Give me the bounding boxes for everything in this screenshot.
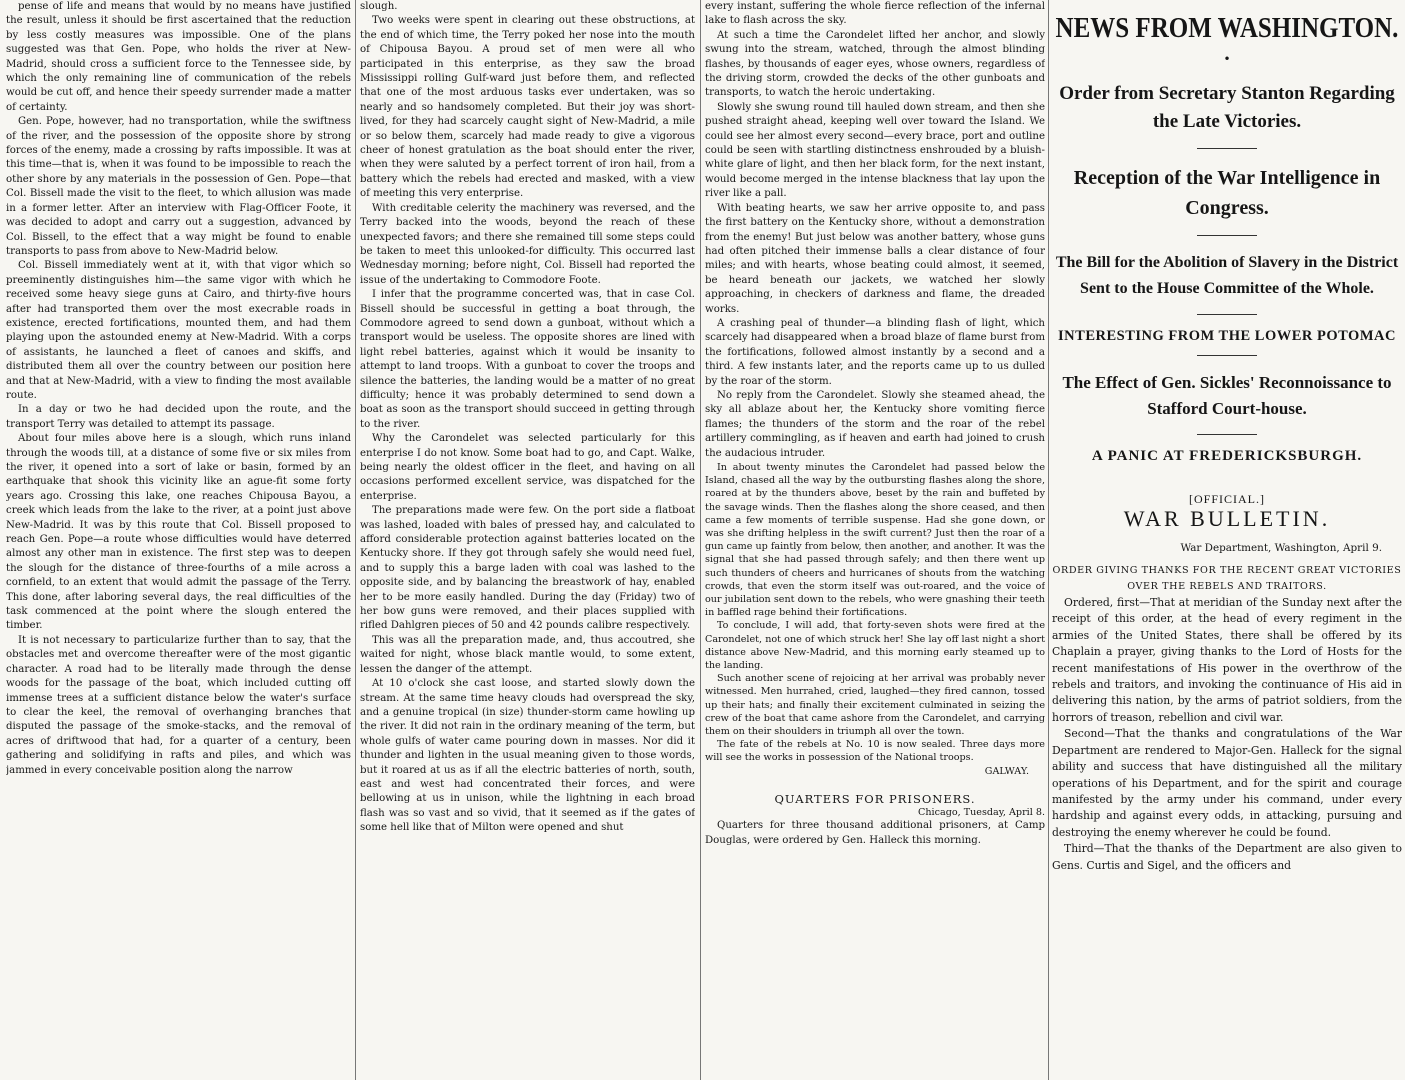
divider: [1197, 235, 1257, 236]
paragraph: Such another scene of rejoicing at her arrival was probably never witnessed. Men hurrahed, cried, laughed—they fired cannon, tossed up their hats; and finally their excitement culminated in seizing the crew of the boat that came ashore from the Carondelet, and carrying them on their shoulders in triumph all over the town.: [705, 673, 1045, 738]
paragraph: pense of life and means that would by no means have justified the result, unless it should be first ascertained that the reduction by less costly measures was impossible. One of the plans suggested was that Gen. Pope, who holds the river at New-Madrid, should cross a sufficient force to the Tennessee side, by which the only remaining line of communication of the rebels would be cut off, and hence their speedy surrender made a matter of certainty.: [6, 1, 351, 113]
paragraph: No reply from the Carondelet. Slowly she steamed ahead, the sky all ablaze about her, the Kentucky shore vomiting fierce flames; the thunders of the storm and the roar of the rebel artillery commingling, as if heaven and earth had joined to crush the audacious intruder.: [705, 389, 1045, 459]
order-title: ORDER GIVING THANKS FOR THE RECENT GREAT VICTORIES OVER THE REBELS AND TRAITORS.: [1052, 565, 1402, 593]
paragraph: The preparations made were few. On the port side a flatboat was lashed, loaded with bales of pressed hay, and calculated to afford considerable protection against batteries located on the Kentucky shore. If they got through safely she would need fuel, and to supply this a barge laden with coal was lashed to the opposite side, and by balancing the breastwork of hay, enabled her to be more easily handled. During the day (Friday) two of her bow guns were removed, and their places supplied with rifled Dahlgren pieces of 50 and 42 pounds calibre respectively.: [360, 505, 695, 632]
subheadline: The Effect of Gen. Sickles' Reconnoissance to Stafford Court-house.: [1062, 373, 1392, 419]
paragraph: slough.: [360, 1, 398, 12]
article-body: [1052, 595, 1402, 874]
subheadline: INTERESTING FROM THE LOWER POTOMAC: [1058, 328, 1396, 344]
column-2: [360, 0, 695, 1080]
paragraph: With creditable celerity the machinery was reversed, and the Terry backed into the woods, beyond the reach of these unexpected favors; and there she remained till some steps could be taken to meet this unlooked-for difficulty. This occurred last Wednesday morning; before night, Col. Bissell had reported the issue of the undertaking to Commodore Foote.: [360, 202, 695, 286]
column-rule: [1048, 0, 1049, 1080]
paragraph: This was all the preparation made, and, thus accoutred, she waited for night, whose black mantle would, to some extent, lessen the danger of the attempt.: [360, 634, 695, 675]
paragraph: Why the Carondelet was selected particularly for this enterprise I do not know. Some boat had to go, and Capt. Walke, being nearly the oldest officer in the fleet, and having on all occasions performed excellent service, was dispatched for the enterprise.: [360, 433, 695, 502]
column-4: [1052, 0, 1402, 1080]
paragraph: At 10 o'clock she cast loose, and started slowly down the stream. At the same time heavy clouds had overspread the sky, and a genuine tropical (in size) thunder-storm came howling up the river. It did not rain in the ordinary meaning of the term, but whole gulfs of water came pouring down in masses. Nor did it thunder and lighten in the usual meaning given to those words, but it roared at us as if all the electric batteries of north, south, east and west had concentrated their forces, and were bellowing at us in unison, while the lightning in each broad flash was so vast and so vivid, that it seemed as if the gates of some hell like that of Milton were opened and shut: [360, 678, 695, 834]
paragraph: I infer that the programme concerted was, that in case Col. Bissell should be successful in getting a boat through, the Commodore agreed to send down a gunboat, without which a transport would be useless. The opposite shores are lined with light rebel batteries, against which it would be insanity to attempt to land troops. With a gunboat to cover the troops and silence the batteries, the landing would be a matter of no great difficulty; hence it was probably determined to send down a boat as soon as the transport should succeed in getting through to the river.: [360, 289, 695, 430]
paragraph: Ordered, first—That at meridian of the Sunday next after the receipt of this order, at the head of every regiment in the armies of the United States, there shall be offered by its Chaplain a prayer, giving thanks to the Lord of Hosts for the recent manifestations of His power in the overthrow of the rebels and traitors, and invoking the continuance of His aid in delivering this nation, by the arms of patriot soldiers, from the horrors of treason, rebellion and civil war.: [1052, 596, 1402, 724]
paragraph: In about twenty minutes the Carondelet had passed below the Island, chased all the way by the outbursting flashes along the shore, roared at by the thunders above, beset by the rain and buffeted by the savage winds. Then the flashes along the shore ceased, and then came a few moments of terrible suspense. Had she gone down, or was she drifting helpless in the swift current? Just then the roar of a gun came up faintly from below, then another, and another. It was the signal that she had passed through safely; and then there went up such thunders of cheers and hurricanes of shouts from the watching crowds, that even the storm itself was out-roared, and the voice of our jubilation sent down to the rebels, who were gnashing their teeth in baffled rage behind their fortifications.: [705, 462, 1045, 619]
subheadline: Order from Secretary Stanton Regarding the Late Victories.: [1059, 83, 1395, 132]
dateline: Chicago, Tuesday, April 8.: [918, 807, 1045, 819]
paragraph: At such a time the Carondelet lifted her anchor, and slowly swung into the stream, watched, through the almost blinding flashes, by thousands of eager eyes, whose owners, regardless of the driving storm, crowded the decks of the other gunboats and transports, to watch the heroic undertaking.: [705, 29, 1045, 99]
divider: [1197, 434, 1257, 435]
section-heading: QUARTERS FOR PRISONERS.: [774, 791, 976, 806]
paragraph: Col. Bissell immediately went at it, with that vigor which so preeminently distinguishes him—the same vigor with which he received some heavy siege guns at Cairo, and thirty-five hours after had transported them over the most execrable roads in existence, erected fortifications, mounted them, and had them playing upon the astounded enemy at New-Madrid. With a corps of assistants, he launched a fleet of canoes and skiffs, and distributed them all over the country between our position here and that at New-Madrid, with a view to finding the most available route.: [6, 260, 351, 401]
dateline: War Department, Washington, April 9.: [1180, 541, 1382, 554]
column-rule: [355, 0, 356, 1080]
divider: [1197, 314, 1257, 315]
paragraph: Quarters for three thousand additional prisoners, at Camp Douglas, were ordered by Gen. Halleck this morning.: [705, 820, 1045, 846]
divider: [1197, 355, 1257, 356]
paragraph: To conclude, I will add, that forty-seven shots were fired at the Carondelet, not one of which struck her! She lay off last night a short distance above New-Madrid, and this morning early steamed up to the landing.: [705, 620, 1045, 672]
paragraph: Second—That the thanks and congratulations of the War Department are rendered to Major-Gen. Halleck for the signal ability and success that have distinguished all the military operations of his Department, and for the spirit and courage manifested by the army under his command, under every hardship and against every odds, in attacking, pursuing and destroying the enemy wherever he could be found.: [1052, 727, 1402, 839]
paragraph: In a day or two he had decided upon the route, and the transport Terry was detailed to attempt its passage.: [6, 404, 351, 430]
paragraph: Two weeks were spent in clearing out these obstructions, at the end of which time, the Terry poked her nose into the mouth of Chipousa Bayou. A proud set of men were all who participated in this enterprise, as they saw the broad Mississippi rolling Gulf-ward just before them, and reflected that one of the most arduous tasks ever undertaken, was so nearly and so handsomely completed. But their joy was short-lived, for they had scarcely caught sight of New-Madrid, a mile or so below them, scarcely had made ready to give a vigorous cheer of honest gratulation as the boat should enter the river, when they were saluted by a perfect torrent of iron hail, from a battery which the rebels had erected and masked, with a view of meeting this very enterprise.: [360, 15, 695, 200]
main-headline: NEWS FROM WASHINGTON.: [1055, 12, 1399, 44]
bulletin-title: WAR BULLETIN.: [1123, 506, 1331, 532]
paragraph: About four miles above here is a slough, which runs inland through the woods till, at a distance of some five or six miles from the river, it opened into a sort of lake or basin, formed by an earthquake that shook this vicinity like an ague-fit some forty years ago. Crossing this lake, one reaches Chipousa Bayou, a creek which leads from the lake to the river, at a point just above New-Madrid. It was by this route that Col. Bissell proposed to reach Gen. Pope—a route whose difficulties would have deterred almost any other man in existence. The first step was to deepen the slough for the distance of three-fourths of a mile across a cornfield, to an extent that would admit the passage of the Terry. This done, after laboring several days, the real difficulties of the task commenced at the point where the slough entered the timber.: [6, 433, 351, 632]
paragraph: Third—That the thanks of the Department are also given to Gens. Curtis and Sigel, and the officers and: [1052, 842, 1402, 872]
divider: [1197, 148, 1257, 149]
subheadline: Reception of the War Intelligence in Congress.: [1073, 167, 1381, 219]
paragraph: Slowly she swung round till hauled down stream, and then she pushed straight ahead, keeping well over toward the Island. We could see her almost every second—every brace, port and outline could be seen with startling distinctness enshrouded by a bluish-white glare of light, and then her black form, for the next instant, would become merged in the intense blackness that lay upon the river like a pall.: [705, 101, 1045, 200]
column-rule: [700, 0, 701, 1080]
separator-dot: •: [1223, 52, 1231, 66]
paragraph: A crashing peal of thunder—a blinding flash of light, which scarcely had disappeared when a broad blaze of flame burst from the fortifications, followed almost instantly by a second and a third. A few instants later, and the reports came up to us dulled by the roar of the storm.: [705, 317, 1045, 387]
signature: GALWAY.: [984, 765, 1029, 777]
paragraph: The fate of the rebels at No. 10 is now sealed. Three days more will see the works in possession of the National troops.: [705, 739, 1045, 764]
column-1: [6, 0, 351, 1080]
paragraph: With beating hearts, we saw her arrive opposite to, and pass the first battery on the Kentucky shore, without a demonstration from the enemy! But just below was another battery, whose guns had often pitched their immense balls a clear distance of four miles; and with hearts, whose beating could almost, it seemed, be heard beneath our jackets, we watched her slowly approaching, in checkers of darkness and flame, the dreaded works.: [705, 202, 1045, 315]
official-label: [OFFICIAL.]: [1189, 491, 1265, 506]
paragraph: every instant, suffering the whole fierce reflection of the infernal lake to flash across the sky.: [705, 1, 1045, 27]
paragraph: Gen. Pope, however, had no transportation, while the swiftness of the river, and the possession of the opposite shore by strong forces of the enemy, made a crossing by rafts impossible. It was at this time—that is, when it was found to be impossible to reach the other shore by any materials in the possession of Gen. Pope—that Col. Bissell made the visit to the fleet, to which allusion was made in a former letter. After an interview with Flag-Officer Foote, it was decided to adopt and carry out a suggestion, advanced by Col. Bissell, to the effect that a way might be found to enable transports to pass from above to New-Madrid below.: [6, 116, 351, 257]
column-3: [705, 0, 1045, 1080]
subheadline: The Bill for the Abolition of Slavery in the District Sent to the House Committee of the Whole.: [1055, 254, 1399, 297]
paragraph: It is not necessary to particularize further than to say, that the obstacles met and overcome thereafter were of the most gigantic character. A road had to be literally made through the dense woods for the passage of the boat, which included cutting off immense trees at a sufficient distance below the water's surface to clear the keel, the removal of overhanging branches that disputed the passage of the smoke-stacks, and the removal of acres of driftwood that had, for a quarter of a century, been gathering and solidifying in rafts and piles, and which was jammed in every conceivable position along the narrow: [6, 634, 351, 776]
subheadline: A PANIC AT FREDERICKSBURGH.: [1091, 448, 1363, 465]
